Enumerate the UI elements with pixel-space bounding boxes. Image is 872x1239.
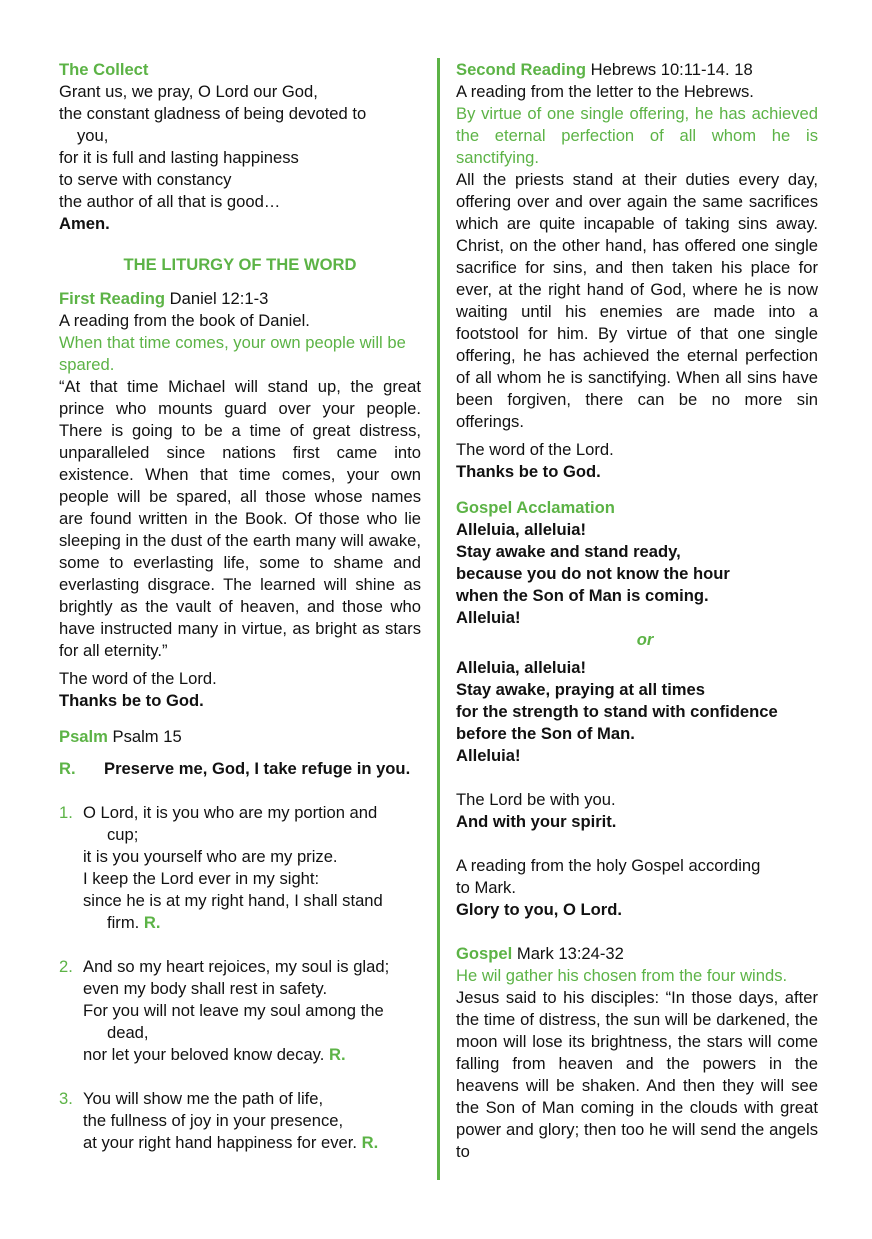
second-reading-word: The word of the Lord. [456, 440, 614, 459]
psalm-verse-1 [59, 802, 421, 934]
acclamation-line: before the Son of Man. [456, 724, 635, 743]
first-reading-section [59, 288, 421, 712]
collect-line: for it is full and lasting happiness [59, 148, 299, 167]
acclamation-line: Alleluia, alleluia! [456, 658, 587, 677]
dialogue-people: And with your spirit. [456, 812, 617, 831]
right-column [456, 59, 818, 1163]
collect-heading: The Collect [59, 60, 149, 79]
psalm-refrain: Preserve me, God, I take refuge in you. [104, 759, 411, 778]
acclamation-line: Stay awake, praying at all times [456, 680, 706, 699]
collect-line: you, [77, 126, 109, 145]
first-reading-intro: A reading from the book of Daniel. [59, 311, 310, 330]
response-marker: R. [361, 1133, 379, 1152]
response-marker: R. [143, 913, 161, 932]
psalm-heading: Psalm [59, 727, 108, 746]
collect-line: the author of all that is good… [59, 192, 281, 211]
second-reading-intro: A reading from the letter to the Hebrews. [456, 82, 754, 101]
verse-line: cup; [107, 825, 139, 844]
acclamation-line: for the strength to stand with confidence [456, 702, 778, 721]
first-reading-text: “At that time Michael will stand up, the great prince who mounts guard over your people. There is going to be a time of great distress, unparalleled since nations first came into existence. When that time comes, your own people will be spared, all those whose names are found written in the Book. Of those who lie sleeping in the dust of the earth many will awake, some to everlasting life, some to shame and everlasting disgrace. The learned will shine as brightly as the vault of heaven, and those who have instructed many in virtue, as bright as stars for all eternity.” [59, 377, 421, 660]
second-reading-section [456, 59, 818, 483]
acclamation-line: Stay awake and stand ready, [456, 542, 681, 561]
verse-line: dead, [107, 1023, 149, 1042]
acclamation-line: Alleluia! [456, 746, 521, 765]
acclamation-line: because you do not know the hour [456, 564, 730, 583]
acclamation-line: Alleluia! [456, 608, 521, 627]
second-reading-text: All the priests stand at their duties every day, offering over and over again the same sacrifices which are quite incapable of taking sins away. Christ, on the other hand, has offered one single sacrifice for sins, and then taken his place for ever, at the right hand of God, where he is now waiting until his enemies are made into a footstool for him. By virtue of that one single offering, he has achieved the eternal perfection of all whom he is sanctifying. When all sins have been forgiven, there can be no more sin offerings. [456, 170, 818, 431]
first-reading-response: Thanks be to God. [59, 691, 204, 710]
collect-line: Grant us, we pray, O Lord our God, [59, 82, 318, 101]
gospel-heading: Gospel [456, 944, 513, 963]
second-reading-response: Thanks be to God. [456, 462, 601, 481]
psalm-verse-3 [59, 1088, 421, 1154]
psalm-ref: Psalm 15 [112, 727, 182, 746]
psalm-response [59, 758, 421, 780]
verse-line: firm. [107, 913, 140, 932]
verse-line: the fullness of joy in your presence, [83, 1111, 344, 1130]
gospel-ref: Mark 13:24-32 [516, 944, 624, 963]
gospel-dialogue [456, 789, 818, 921]
verse-line: You will show me the path of life, [83, 1089, 324, 1108]
collect-line: the constant gladness of being devoted to [59, 104, 367, 123]
left-column [59, 59, 421, 1154]
psalm-verse-2 [59, 956, 421, 1066]
first-reading-heading: First Reading [59, 289, 166, 308]
dialogue-people: Glory to you, O Lord. [456, 900, 622, 919]
gospel-summary: He wil gather his chosen from the four winds. [456, 966, 788, 985]
verse-line: even my body shall rest in safety. [83, 979, 328, 998]
second-reading-ref: Hebrews 10:11-14. 18 [590, 60, 753, 79]
response-marker: R. [329, 1045, 346, 1064]
liturgy-heading: THE LITURGY OF THE WORD [123, 255, 357, 274]
verse-line: since he is at my right hand, I shall stand [83, 891, 383, 910]
psalm-section [59, 726, 421, 1154]
gospel-text: Jesus said to his disciples: “In those days, after the time of distress, the sun will be darkened, the moon will lose its brightness, the stars will come falling from heaven and the powers in the heavens will be shaken. And then they will see the Son of Man coming in the clouds with great power and glory; then too he will send the angels to [456, 988, 818, 1161]
response-label: R. [59, 759, 76, 778]
verse-line: nor let your beloved know decay. [83, 1045, 325, 1064]
collect-section [59, 59, 421, 235]
acclamation-heading: Gospel Acclamation [456, 498, 615, 517]
acclamation-line: when the Son of Man is coming. [456, 586, 709, 605]
verse-line: And so my heart rejoices, my soul is glad; [83, 957, 390, 976]
verse-number: 1. [59, 803, 73, 822]
column-divider [437, 58, 440, 1180]
verse-line: it is you yourself who are my prize. [83, 847, 338, 866]
dialogue-priest: The Lord be with you. [456, 790, 616, 809]
verse-line: I keep the Lord ever in my sight: [83, 869, 320, 888]
verse-number: 3. [59, 1089, 73, 1108]
acclamation-or: or [636, 630, 654, 649]
first-reading-ref: Daniel 12:1-3 [169, 289, 269, 308]
second-reading-summary: By virtue of one single offering, he has achieved the eternal perfection of all whom he is sanctifying. [456, 104, 818, 167]
collect-amen: Amen. [59, 214, 110, 233]
acclamation-section [456, 497, 818, 767]
second-reading-heading: Second Reading [456, 60, 587, 79]
gospel-section [456, 943, 818, 1163]
collect-line: to serve with constancy [59, 170, 232, 189]
verse-line: For you will not leave my soul among the [83, 1001, 384, 1020]
first-reading-summary: When that time comes, your own people will be spared. [59, 333, 406, 374]
verse-line: O Lord, it is you who are my portion and [83, 803, 378, 822]
acclamation-line: Alleluia, alleluia! [456, 520, 587, 539]
dialogue-priest: to Mark. [456, 878, 516, 897]
verse-line: at your right hand happiness for ever. [83, 1133, 357, 1152]
dialogue-priest: A reading from the holy Gospel according [456, 856, 761, 875]
verse-number: 2. [59, 957, 73, 976]
first-reading-word: The word of the Lord. [59, 669, 217, 688]
